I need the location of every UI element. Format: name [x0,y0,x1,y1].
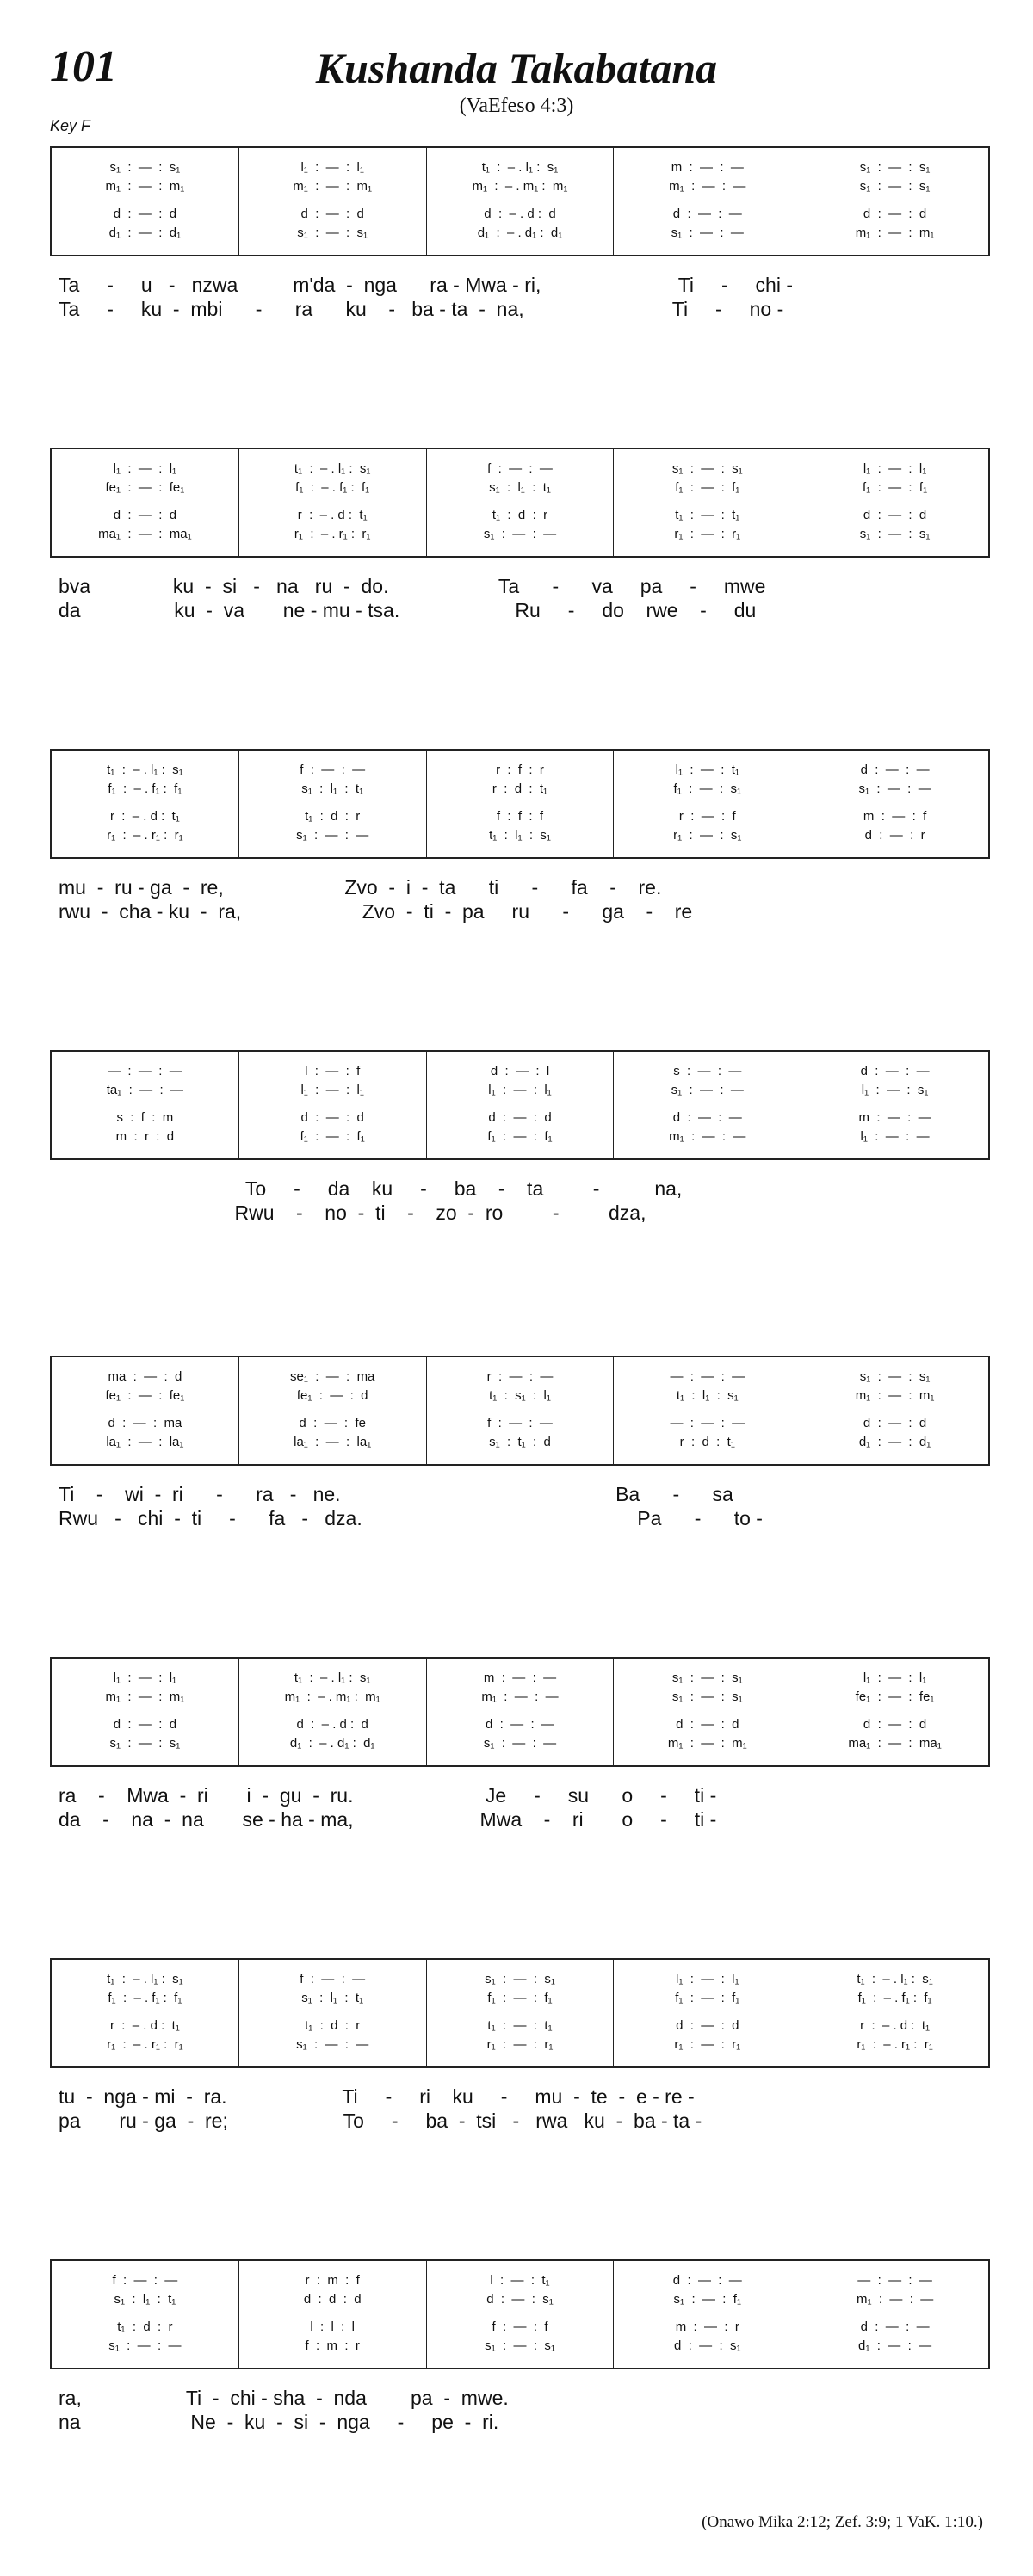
voice-line: d : — : — [672,1110,742,1125]
voice-line: f : f : f [496,809,544,824]
music-system [50,146,990,336]
voice-line: l₁ : — : s₁ [861,1083,929,1097]
measure [427,1357,615,1464]
voice-line: d : — : d [676,2018,739,2033]
voice-line: l₁ : — : t₁ [675,763,739,777]
measure [427,751,615,857]
voice-line: s : f : m [116,1110,174,1125]
measure [801,449,988,556]
voice-line: m₁ : — : m₁ [105,179,185,194]
measure [52,1659,239,1765]
voice-line: m₁ : — : m₁ [855,1388,935,1403]
voice-line: f₁ : – . f₁ : f₁ [295,480,370,495]
measure [801,1960,988,2066]
lyric-line: bva ku - si - na ru - do. Ta - va pa - mwe [59,575,766,597]
voice-line: d : — : d [113,508,177,522]
voice-line: d : — : fe [299,1416,366,1430]
voice-line: s₁ : — : — [108,2338,182,2353]
voice-line: t₁ : – . l₁ : s₁ [857,1972,933,1986]
music-system [50,448,990,637]
measure [614,1357,801,1464]
staff [50,2259,990,2369]
voice-line: r₁ : — : s₁ [673,828,742,843]
voice-line: d₁ : — : d₁ [858,1435,931,1449]
hymn-number: 101 [50,42,117,91]
voice-line: — : — : — [108,1064,182,1078]
measure [239,1052,427,1158]
voice-line: d : — : — [672,2273,742,2288]
voice-line: d : d : d [303,2292,362,2307]
lyric-line: rwu - cha - ku - ra, Zvo - ti - pa ru - ga - re [59,900,693,923]
measure [239,751,427,857]
voice-line: s₁ : — : s₁ [671,1690,743,1704]
voice-line: t₁ : – . l₁ : s₁ [107,763,183,777]
music-system [50,2259,990,2449]
voice-line: d : — : — [860,763,930,777]
voice-line: l : — : t₁ [490,2273,550,2288]
lyric-line: Rwu - no - ti - zo - ro - dza, [59,1202,646,1224]
voice-line: s₁ : — : f₁ [673,2292,742,2307]
voice-line: d : — : r [864,828,925,843]
voice-line: s₁ : — : s₁ [671,1671,743,1685]
voice-line: f : m : r [305,2338,360,2353]
lyric-line: ra - Mwa - ri i - gu - ru. Je - su o - ti - [59,1784,717,1807]
voice-line: s₁ : — : — [671,1083,744,1097]
music-system [50,749,990,938]
measure [52,449,239,556]
voice-line: ma₁ : — : ma₁ [98,527,192,541]
voice-line: r₁ : — : r₁ [486,2037,554,2052]
voice-line: r : m : f [305,2273,360,2288]
measure [614,1659,801,1765]
voice-line: ma₁ : — : ma₁ [848,1736,942,1751]
voice-line: — : — : — [670,1416,745,1430]
key-signature: Key F [50,117,91,134]
hymn-subtitle: (VaEfeso 4:3) [459,95,574,117]
measure [427,148,615,255]
voice-line: m : r : d [115,1129,175,1144]
measure [614,2261,801,2368]
measure [427,1960,615,2066]
voice-line: la₁ : — : la₁ [106,1435,184,1449]
voice-line: la₁ : — : la₁ [294,1435,372,1449]
measure [801,2261,988,2368]
staff [50,448,990,558]
voice-line: m₁ : — : m₁ [855,225,935,240]
voice-line: m₁ : – . m₁ : m₁ [284,1690,380,1704]
voice-line: l₁ : — : l₁ [863,1671,927,1685]
voice-line: d : — : d [676,1717,739,1732]
staff [50,1356,990,1466]
voice-line: s₁ : — : — [483,527,557,541]
voice-line: d₁ : – . d₁ : d₁ [477,225,563,240]
voice-line: s₁ : — : s₁ [297,225,368,240]
lyric-line: To - da ku - ba - ta - na, [59,1177,683,1200]
voice-line: m : — : — [671,160,744,175]
measure [52,1960,239,2066]
voice-line: f₁ : — : f₁ [487,1129,553,1144]
voice-line: s₁ : — : — [671,225,744,240]
voice-line: s₁ : — : s₁ [109,160,181,175]
voice-line: f₁ : — : f₁ [863,480,928,495]
voice-line: d : – . d : d [484,207,556,221]
voice-line: s₁ : — : — [296,828,369,843]
voice-line: r : – . d : t₁ [860,2018,931,2033]
voice-line: f : — : f [492,2320,548,2334]
measure [239,1659,427,1765]
voice-line: r₁ : – . r₁ : r₁ [107,2037,183,2052]
music-system [50,1657,990,1846]
voice-line: t₁ : — : t₁ [675,508,740,522]
measure [614,751,801,857]
voice-line: ta₁ : — : — [106,1083,184,1097]
voice-line: l₁ : — : l₁ [488,1083,552,1097]
voice-line: l₁ : — : l₁ [863,461,927,476]
measure [427,2261,615,2368]
voice-line: t₁ : d : r [305,809,361,824]
voice-line: r : d : t₁ [492,781,548,796]
voice-line: r : — : — [486,1369,554,1384]
music-system [50,1958,990,2147]
voice-line: s₁ : — : s₁ [671,461,743,476]
voice-line: f₁ : — : s₁ [673,781,742,796]
staff [50,1958,990,2068]
voice-line: s₁ : — : s₁ [109,1736,181,1751]
voice-line: m : — : r [675,2320,739,2334]
voice-line: f : — : — [487,1416,553,1430]
measure [801,1357,988,1464]
voice-line: l₁ : — : l₁ [113,461,177,476]
voice-line: m₁ : — : m₁ [105,1690,185,1704]
voice-line: t₁ : d : r [117,2320,173,2334]
voice-line: d : — : d [863,1717,927,1732]
lyric-line: mu - ru - ga - re, Zvo - i - ta ti - fa - re. [59,876,662,899]
staff [50,749,990,859]
lyric-line: da - na - na se - ha - ma, Mwa - ri o - ti - [59,1808,717,1831]
voice-line: d : — : — [485,1717,554,1732]
voice-line: d : – . d : d [296,1717,368,1732]
voice-line: d : — : d [863,1416,927,1430]
voice-line: t₁ : — : t₁ [487,2018,553,2033]
voice-line: r : – . d : t₁ [109,809,180,824]
voice-line: s₁ : — : s₁ [859,1369,931,1384]
voice-line: l₁ : — : l₁ [300,1083,364,1097]
voice-line: s₁ : — : — [296,2037,369,2052]
voice-line: t₁ : – . l₁ : s₁ [294,1671,371,1685]
voice-line: s₁ : l₁ : t₁ [114,2292,176,2307]
voice-line: l₁ : — : — [860,1129,930,1144]
voice-line: t₁ : l₁ : s₁ [489,828,551,843]
voice-line: — : — : — [857,2273,932,2288]
lyric-line: Ta - u - nzwa m'da - nga ra - Mwa - ri, Ti - chi - [59,274,794,296]
music-system [50,1050,990,1239]
lyric-line: tu - nga - mi - ra. Ti - ri ku - mu - te - e - re - [59,2085,695,2108]
voice-line: d : — : — [672,207,742,221]
voice-line: f : — : — [300,1972,366,1986]
voice-line: m₁ : — : — [481,1690,559,1704]
music-system [50,1356,990,1545]
voice-line: m : — : — [858,1110,931,1125]
voice-line: t₁ : s₁ : l₁ [489,1388,551,1403]
lyric-line: pa ru - ga - re; To - ba - tsi - rwa ku - ba - ta - [59,2110,702,2132]
voice-line: s₁ : l₁ : t₁ [301,1991,364,2005]
measure [801,1052,988,1158]
voice-line: t₁ : – . l₁ : s₁ [107,1972,183,1986]
voice-line: m : — : — [483,1671,557,1685]
voice-line: f : — : — [487,461,553,476]
voice-line: t₁ : l₁ : s₁ [676,1388,739,1403]
voice-line: d : — : — [860,1064,930,1078]
voice-line: d₁ : — : d₁ [108,225,182,240]
voice-line: f₁ : – . f₁ : f₁ [108,1991,182,2005]
hymn-title: Kushanda Takabatana [315,44,718,92]
measure [239,449,427,556]
measure [239,1960,427,2066]
staff [50,1657,990,1767]
voice-line: d : — : d [863,207,927,221]
measure [239,148,427,255]
voice-line: f : — : — [112,2273,178,2288]
staff [50,1050,990,1160]
voice-line: r : f : r [496,763,544,777]
voice-line: f₁ : — : f₁ [675,480,740,495]
voice-line: l : l : l [310,2320,356,2334]
measure [52,751,239,857]
voice-line: se₁ : — : ma [289,1369,375,1384]
voice-line: t₁ : – . l₁ : s₁ [294,461,371,476]
voice-line: d : — : d [300,207,364,221]
voice-line: — : — : — [670,1369,745,1384]
lyric-line: ra, Ti - chi - sha - nda pa - mwe. [59,2387,509,2409]
voice-line: s : — : — [673,1064,742,1078]
voice-line: d : — : ma [108,1416,182,1430]
measure [614,1960,801,2066]
measure [427,1659,615,1765]
voice-line: s₁ : — : s₁ [485,1972,555,1986]
voice-line: t₁ : – . l₁ : s₁ [481,160,559,175]
voice-line: r₁ : – . r₁ : r₁ [857,2037,933,2052]
voice-line: s₁ : — : — [483,1736,557,1751]
voice-line: s₁ : — : s₁ [859,527,931,541]
measure [614,449,801,556]
voice-line: m₁ : — : — [669,1129,746,1144]
measure [52,2261,239,2368]
voice-line: f₁ : — : f₁ [675,1991,740,2005]
voice-line: d : — : d [113,207,177,221]
voice-line: f : — : — [300,763,366,777]
voice-line: l₁ : — : l₁ [300,160,364,175]
voice-line: d : — : — [860,2320,930,2334]
voice-line: t₁ : d : r [305,2018,361,2033]
voice-line: r₁ : — : r₁ [674,2037,741,2052]
voice-line: t₁ : d : r [492,508,548,522]
voice-line: m : — : f [863,809,927,824]
measure [801,751,988,857]
voice-line: l₁ : — : l₁ [113,1671,177,1685]
voice-line: d : — : s₁ [674,2338,741,2353]
voice-line: r : — : f [678,809,736,824]
voice-line: f₁ : – . f₁ : f₁ [857,1991,932,2005]
voice-line: d : — : d [863,508,927,522]
measure [427,1052,615,1158]
measure [239,2261,427,2368]
lyric-line: na Ne - ku - si - nga - pe - ri. [59,2411,499,2433]
voice-line: d : — : d [113,1717,177,1732]
voice-line: f₁ : — : f₁ [487,1991,553,2005]
voice-line: r₁ : – . r₁ : r₁ [294,527,371,541]
staff [50,146,990,256]
voice-line: r : d : t₁ [679,1435,735,1449]
voice-line: fe₁ : — : fe₁ [105,1388,185,1403]
voice-line: l : — : f [305,1064,361,1078]
voice-line: d : — : d [300,1110,364,1125]
lyric-line: Ti - wi - ri - ra - ne. Ba - sa [59,1483,733,1505]
measure [614,1052,801,1158]
measure [427,449,615,556]
voice-line: s₁ : t₁ : d [489,1435,551,1449]
voice-line: s₁ : — : s₁ [485,2338,555,2353]
voice-line: m₁ : — : m₁ [293,179,373,194]
voice-line: f₁ : – . f₁ : f₁ [108,781,182,796]
voice-line: d₁ : – . d₁ : d₁ [289,1736,375,1751]
voice-line: fe₁ : — : d [296,1388,368,1403]
voice-line: r₁ : – . r₁ : r₁ [107,828,183,843]
voice-line: r : – . d : t₁ [109,2018,180,2033]
voice-line: fe₁ : — : fe₁ [105,480,185,495]
voice-line: r₁ : — : r₁ [674,527,741,541]
voice-line: ma : — : d [108,1369,182,1384]
measure [614,148,801,255]
voice-line: s₁ : l₁ : t₁ [489,480,551,495]
measure [52,148,239,255]
voice-line: d : — : d [488,1110,552,1125]
measure [239,1357,427,1464]
measure [52,1357,239,1464]
lyric-line: da ku - va ne - mu - tsa. Ru - do rwe - du [59,599,757,621]
voice-line: m₁ : – . m₁ : m₁ [472,179,568,194]
lyric-line: Rwu - chi - ti - fa - dza. Pa - to - [59,1507,763,1529]
voice-line: s₁ : — : s₁ [859,179,931,194]
voice-line: m₁ : — : m₁ [667,1736,747,1751]
voice-line: r : – . d : t₁ [297,508,368,522]
measure [52,1052,239,1158]
voice-line: s₁ : — : s₁ [859,160,931,175]
lyric-line: Ta - ku - mbi - ra ku - ba - ta - na, Ti - no - [59,298,784,320]
footnote: (Onawo Mika 2:12; Zef. 3:9; 1 VaK. 1:10.) [702,2513,983,2531]
voice-line: s₁ : l₁ : t₁ [301,781,364,796]
voice-line: d₁ : — : — [858,2338,932,2353]
measure [801,148,988,255]
voice-line: m₁ : — : — [669,179,746,194]
measure [801,1659,988,1765]
voice-line: fe₁ : — : fe₁ [855,1690,935,1704]
voice-line: d : — : l [490,1064,550,1078]
voice-line: s₁ : — : — [858,781,931,796]
voice-line: l₁ : — : l₁ [676,1972,739,1986]
voice-line: f₁ : — : f₁ [300,1129,365,1144]
voice-line: d : — : s₁ [486,2292,554,2307]
voice-line: m₁ : — : — [856,2292,934,2307]
